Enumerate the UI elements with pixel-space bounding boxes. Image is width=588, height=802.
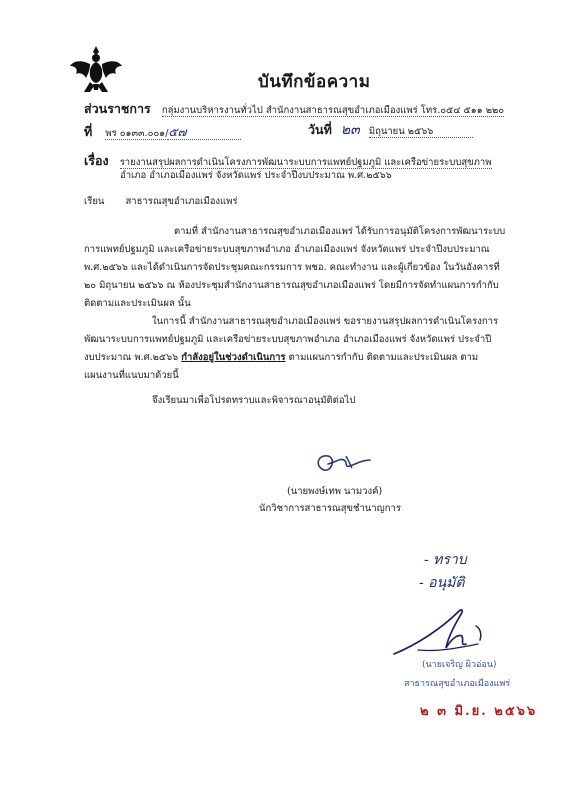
signer-position: นักวิชาการสาธารณสุขชำนาญการ <box>259 503 401 514</box>
to-value: สาธารณสุขอำเภอเมืองแพร่ <box>125 196 238 207</box>
date-handwritten-day: ๒๓ <box>340 122 360 138</box>
reference-value: พร ๐๑๓๓.๐๐๑/ <box>105 128 169 139</box>
salutation-row <box>84 194 238 209</box>
closing-line: จึงเรียนมาเพื่อโปรดทราบและพิจารณาอนุมัติต่อไป <box>152 395 356 406</box>
agency-label: ส่วนราชการ <box>84 101 151 116</box>
paragraph-2 <box>84 313 498 385</box>
agency-row <box>84 98 504 119</box>
reference-label: ที่ <box>84 124 93 139</box>
paragraph-1-line-5: ติดตามและประเมินผล นั้น <box>84 298 191 309</box>
reference-row <box>84 121 241 142</box>
paragraph-2-plan-text: ตามแผนการกำกับ ติดตามและประเมินผล ตาม <box>288 352 479 363</box>
signer-signature-icon <box>310 448 374 478</box>
paragraph-1-line-3: พ.ศ.๒๕๖๖ และได้ดำเนินการจัดประชุมคณะกรรมการ พชอ. คณะทำงาน และผู้เกี่ยวข้อง ในวันอังคารที่ <box>84 262 500 273</box>
date-row <box>308 119 473 141</box>
paragraph-2-line-3 <box>84 349 498 367</box>
reference-handwritten-number: ๕๗ <box>168 125 240 140</box>
approver-stamp-name: (นายเจริญ ผิวอ่อน) <box>422 660 497 670</box>
approval-note-acknowledged: - ทราบ <box>424 552 467 568</box>
paragraph-2-budget-text: งบประมาณ พ.ศ.๒๕๖๖ <box>84 352 179 363</box>
paragraph-1-line-1: ตามที่ สำนักงานสาธารณสุขอำเภอเมืองแพร่ ได้รับการอนุมัติโครงการพัฒนาระบบ <box>174 226 506 237</box>
signer-name: (นายพงษ์เทพ นามวงค์) <box>287 486 383 497</box>
approval-date-stamp: ๒ ๓ มิ.ย. ๒๕๖๖ <box>420 704 538 719</box>
approver-signature-icon <box>388 598 498 660</box>
paragraph-1-line-2: การแพทย์ปฐมภูมิ และเครือข่ายระบบสุขภาพอำเภอ อำเภอเมืองแพร่ จังหวัดแพร่ ประจำปีงบประมาณ <box>84 244 490 255</box>
to-label: เรียน <box>84 196 105 207</box>
approver-stamp-position: สาธารณสุขอำเภอเมืองแพร่ <box>404 679 511 689</box>
paragraph-1-line-4: ๒๐ มิถุนายน ๒๕๖๖ ณ ห้องประชุมสำนักงานสาธารณสุขอำเภอเมืองแพร่ โดยมีการจัดทำแผนการกำกับ <box>84 280 499 291</box>
date-label: วันที่ <box>308 122 332 137</box>
memo-title: บันทึกข้อความ <box>258 72 371 92</box>
subject-line-1: รายงานสรุปผลการดำเนินโครงการพัฒนาระบบการแพทย์ปฐมภูมิ และเครือข่ายระบบสุขภาพ <box>119 157 492 168</box>
approval-note-approved: - อนุมัติ <box>419 575 465 591</box>
subject-line-2: อำเภอ อำเภอเมืองแพร่ จังหวัดแพร่ ประจำปีงบประมาณ พ.ศ.๒๕๖๖ <box>120 170 392 181</box>
date-value: มิถุนายน ๒๕๖๖ <box>369 126 473 138</box>
subject-label: เรื่อง <box>84 153 109 168</box>
paragraph-1 <box>84 223 505 313</box>
agency-value: กลุ่มงานบริหารงานทั่วไป สำนักงานสาธารณสุขอำเภอเมืองแพร่ โทร.๐๕๔ ๕๑๑ ๒๒๐ <box>161 105 505 116</box>
paragraph-2-line-4: แผนงานที่แนบมาด้วยนี้ <box>84 370 179 381</box>
paragraph-2-line-1: ในการนี้ สำนักงานสาธารณสุขอำเภอเมืองแพร่ ขอรายงานสรุปผลการดำเนินโครงการ <box>152 316 499 327</box>
paragraph-2-status-emphasis: กำลังอยู่ในช่วงดำเนินการ <box>181 352 286 363</box>
garuda-emblem-icon <box>68 44 124 94</box>
paragraph-2-line-2: พัฒนาระบบการแพทย์ปฐมภูมิ และเครือข่ายระบบสุขภาพอำเภอ อำเภอเมืองแพร่ จังหวัดแพร่ ประจำปี <box>84 334 492 345</box>
